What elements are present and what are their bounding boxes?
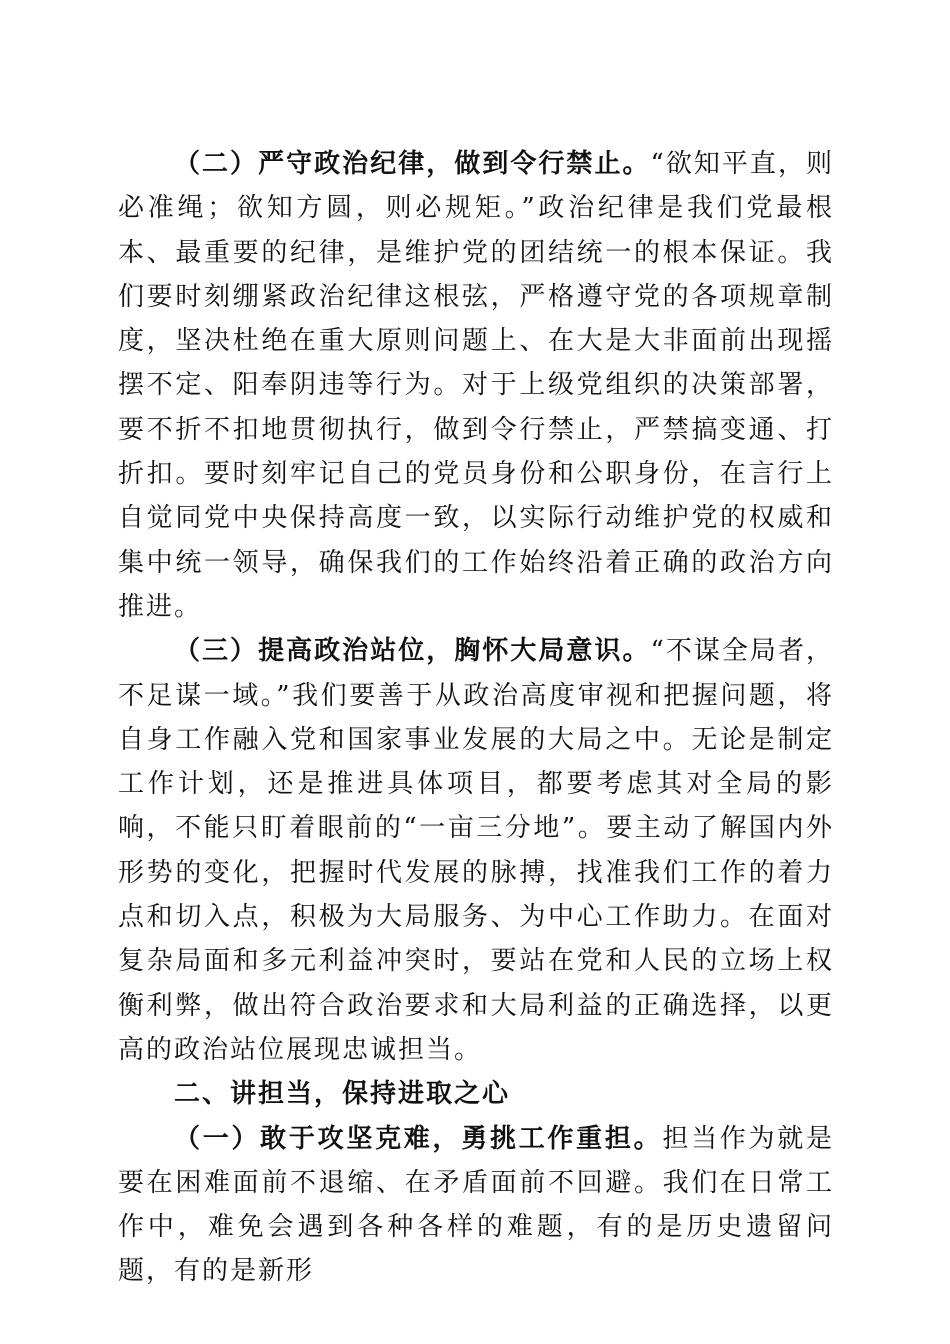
section-heading: 二、讲担当，保持进取之心: [174, 1079, 511, 1110]
paragraph-tackle-difficulties: [118, 1117, 834, 1294]
paragraph-political-stance: [118, 629, 834, 1072]
paragraph-text: “欲知平直，则必准绳；欲知方圆，则必规矩。”政治纪律是我们党最根本、最重要的纪律，是维护党的团结统一的根本保证。我们要时刻绷紧政治纪律这根弦，严格遵守党的各项规章制度，坚决杜绝在重大原则问题上、在大是大非面前出现摇摆不定、阳奉阴违等行为。对于上级党组织的决策部署，要不折不扣地贯彻执行，做到令行禁止，严禁搞变通、打折扣。要时刻牢记自己的党员身份和公职身份，在言行上自觉同党中央保持高度一致，以实际行动维护党的权威和集中统一领导，确保我们的工作始终沿着正确的政治方向推进。: [118, 149, 834, 622]
paragraph-political-discipline: [118, 142, 834, 629]
paragraph-lead-title: （二）严守政治纪律，做到令行禁止。: [174, 149, 651, 179]
paragraph-text: “不谋全局者，不足谋一域。”我们要善于从政治高度审视和把握问题，将自身工作融入党和国家事业发展的大局之中。无论是制定工作计划，还是推进具体项目，都要考虑其对全局的影响，不能只盯着眼前的“一亩三分地”。要主动了解国内外形势的变化，把握时代发展的脉搏，找准我们工作的着力点和切入点，积极为大局服务、为中心工作助力。在面对复杂局面和多元利益冲突时，要站在党和人民的立场上权衡利弊，做出符合政治要求和大局利益的正确选择，以更高的政治站位展现忠诚担当。: [118, 636, 834, 1065]
paragraph-text: 担当作为就是要在困难面前不退缩、在矛盾面前不回避。我们在日常工作中，难免会遇到各种各样的难题，有的是历史遗留问题，有的是新形: [118, 1123, 834, 1287]
paragraph-lead-title: （三）提高政治站位，胸怀大局意识。: [174, 636, 651, 667]
document-body: [118, 142, 834, 1294]
paragraph-lead-title: （一）敢于攻坚克难，勇挑工作重担。: [174, 1123, 663, 1154]
